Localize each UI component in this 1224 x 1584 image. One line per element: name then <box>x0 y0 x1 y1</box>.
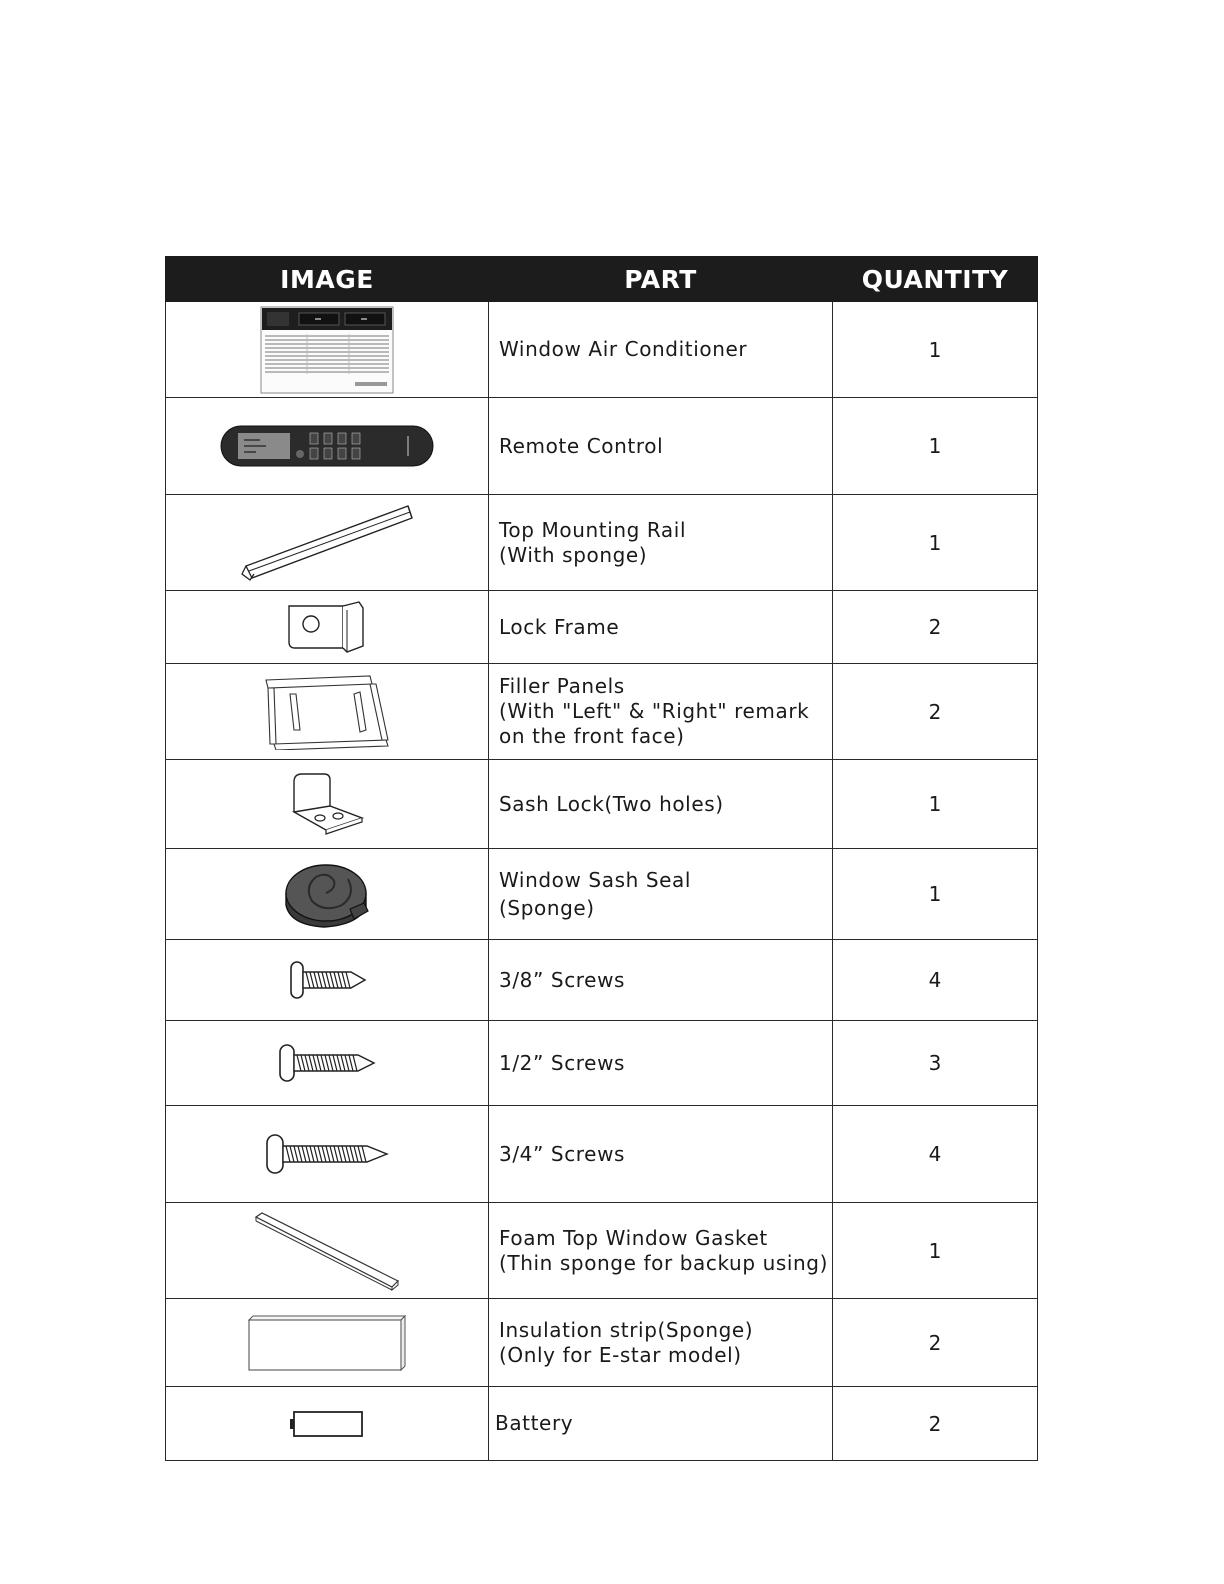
part-cell <box>489 940 833 1021</box>
quantity-cell: 2 <box>833 1387 1038 1461</box>
part-name: Sash Lock(Two holes) <box>499 791 724 816</box>
quantity-cell: 4 <box>833 940 1038 1021</box>
image-cell <box>166 1299 489 1387</box>
part-name: Window Sash Seal <box>499 867 692 892</box>
table-row <box>166 495 1038 591</box>
sash-lock-icon <box>288 772 366 836</box>
table-row <box>166 849 1038 940</box>
part-name: Lock Frame <box>499 614 620 639</box>
lock-frame-icon <box>285 600 369 654</box>
foam-gasket-icon <box>254 1211 400 1291</box>
part-cell <box>489 495 833 591</box>
quantity-cell: 4 <box>833 1106 1038 1203</box>
battery-icon <box>290 1410 364 1438</box>
part-note: on the front face) <box>499 724 685 748</box>
part-name: Top Mounting Rail <box>499 517 687 542</box>
table-row <box>166 1203 1038 1299</box>
table-row <box>166 1387 1038 1461</box>
image-cell <box>166 1203 489 1299</box>
part-cell <box>489 1387 833 1461</box>
part-name: Remote Control <box>499 433 664 458</box>
table-row <box>166 940 1038 1021</box>
part-name: 3/4” Screws <box>499 1141 626 1166</box>
image-cell <box>166 302 489 398</box>
air-conditioner-icon <box>259 305 395 395</box>
part-note: (With sponge) <box>499 542 648 567</box>
part-name: Foam Top Window Gasket <box>499 1225 768 1250</box>
part-note: (Sponge) <box>499 895 595 920</box>
part-cell <box>489 302 833 398</box>
part-note: (Thin sponge for backup using) <box>499 1250 828 1275</box>
image-cell <box>166 495 489 591</box>
table-row <box>166 760 1038 849</box>
table-row <box>166 1021 1038 1106</box>
part-cell <box>489 1021 833 1106</box>
part-cell <box>489 760 833 849</box>
table-row <box>166 398 1038 495</box>
table-row <box>166 302 1038 398</box>
image-cell <box>166 849 489 940</box>
parts-table <box>165 256 1038 1461</box>
table-row <box>166 591 1038 664</box>
quantity-cell: 2 <box>833 591 1038 664</box>
screw-icon <box>265 1133 389 1175</box>
mounting-rail-icon <box>240 504 414 582</box>
part-cell <box>489 591 833 664</box>
image-cell <box>166 940 489 1021</box>
quantity-cell: 2 <box>833 1299 1038 1387</box>
part-name: Battery <box>495 1411 574 1435</box>
image-cell <box>166 398 489 495</box>
table-row <box>166 1299 1038 1387</box>
quantity-cell: 1 <box>833 302 1038 398</box>
image-cell <box>166 1387 489 1461</box>
part-cell <box>489 1106 833 1203</box>
image-cell <box>166 591 489 664</box>
part-name: Filler Panels <box>499 674 625 698</box>
part-name: Insulation strip(Sponge) <box>499 1317 754 1342</box>
table-row <box>166 1106 1038 1203</box>
table-row <box>166 664 1038 760</box>
remote-control-icon <box>220 424 434 468</box>
quantity-cell: 1 <box>833 495 1038 591</box>
screw-icon <box>278 1043 376 1083</box>
image-cell <box>166 664 489 760</box>
image-cell <box>166 1021 489 1106</box>
part-cell <box>489 1299 833 1387</box>
header-part: PART <box>489 257 833 302</box>
table-header-row <box>166 257 1038 302</box>
part-name: 1/2” Screws <box>499 1050 626 1075</box>
part-cell <box>489 398 833 495</box>
filler-panels-icon <box>262 674 392 750</box>
part-note: (Only for E-star model) <box>499 1342 742 1367</box>
image-cell <box>166 1106 489 1203</box>
insulation-strip-icon <box>245 1314 409 1372</box>
image-cell <box>166 760 489 849</box>
part-cell <box>489 849 833 940</box>
quantity-cell: 3 <box>833 1021 1038 1106</box>
part-name: 3/8” Screws <box>499 967 626 992</box>
screw-icon <box>287 960 367 1000</box>
header-image: IMAGE <box>166 257 489 302</box>
quantity-cell: 2 <box>833 664 1038 760</box>
quantity-cell: 1 <box>833 1203 1038 1299</box>
sponge-seal-icon <box>284 859 370 929</box>
quantity-cell: 1 <box>833 760 1038 849</box>
header-quantity: QUANTITY <box>833 257 1038 302</box>
part-cell <box>489 664 833 760</box>
part-cell <box>489 1203 833 1299</box>
quantity-cell: 1 <box>833 849 1038 940</box>
part-note: (With "Left" & "Right" remark <box>499 699 810 723</box>
part-name: Window Air Conditioner <box>499 337 748 361</box>
quantity-cell: 1 <box>833 398 1038 495</box>
